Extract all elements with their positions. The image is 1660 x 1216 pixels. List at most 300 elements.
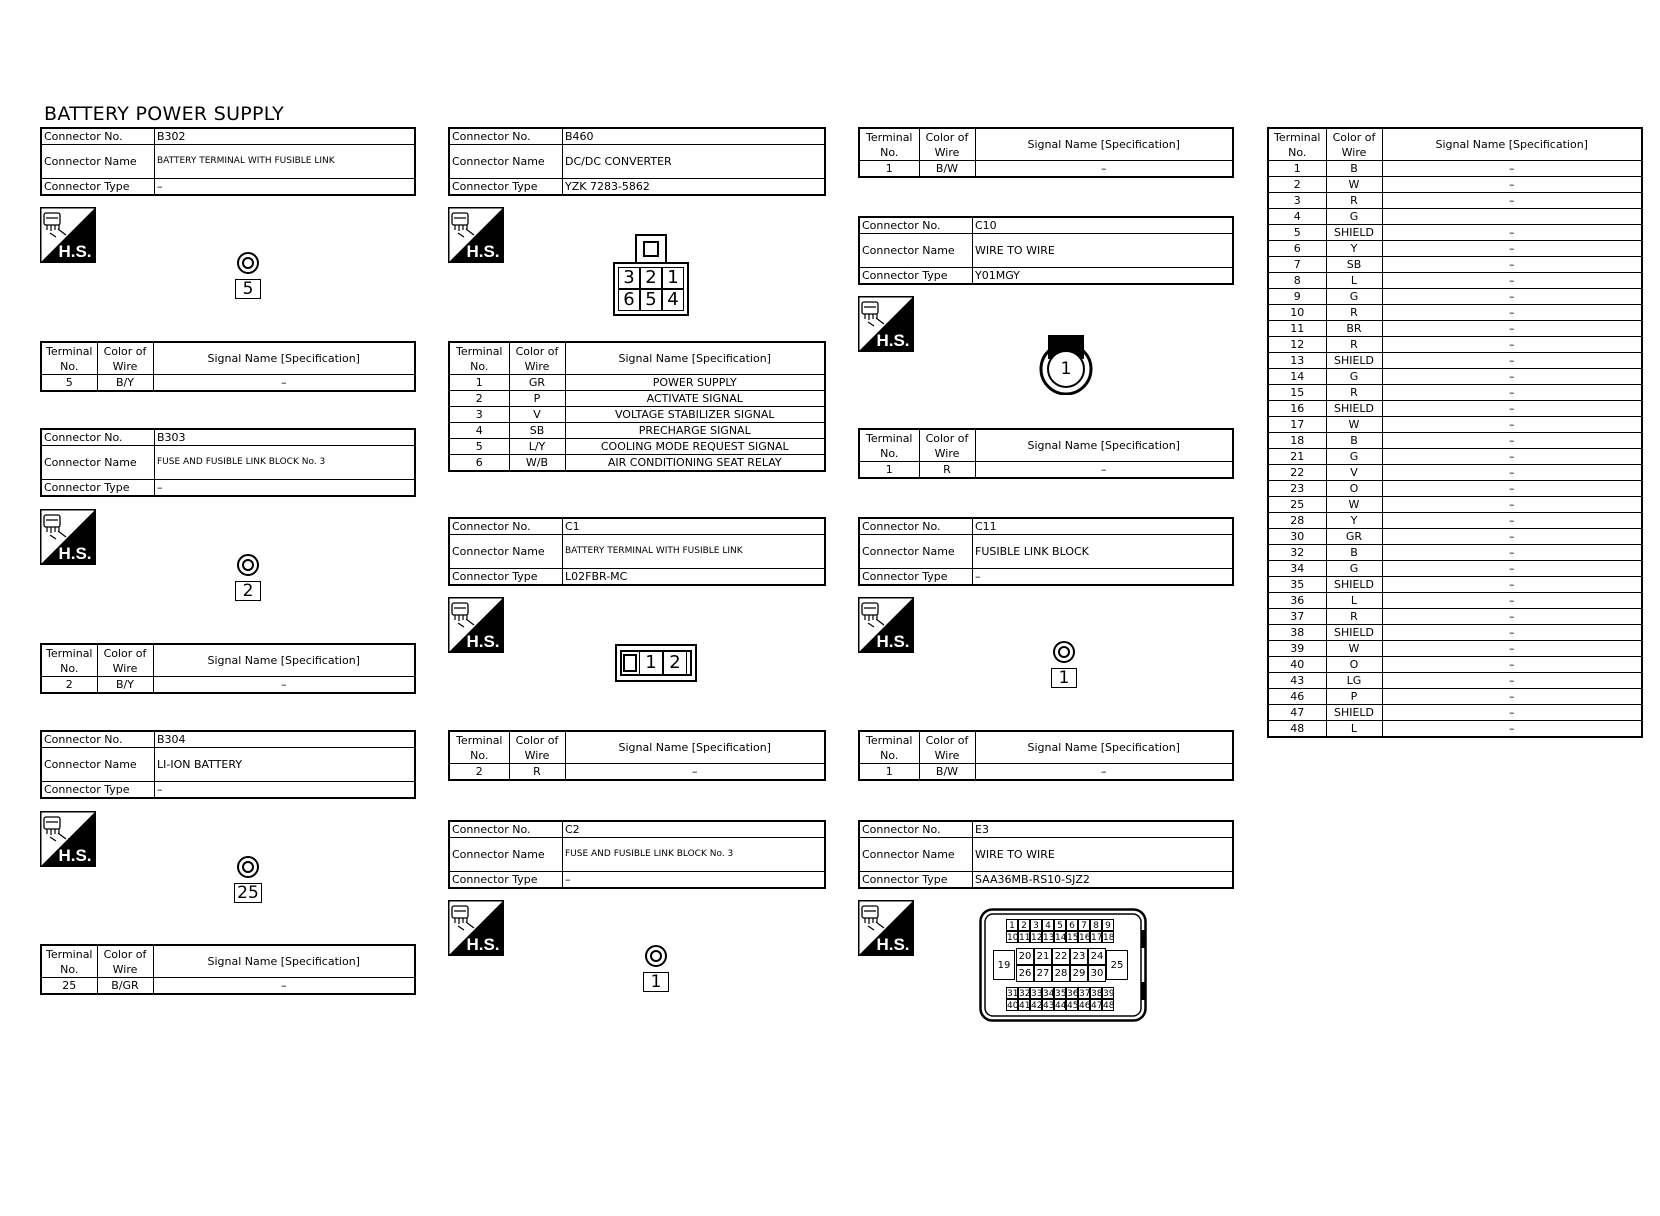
connector-type-label: Connector Type [41, 179, 155, 196]
pin-number: 5 [235, 279, 261, 299]
pin-cell: 31 [1007, 989, 1019, 999]
connector-name-label: Connector Name [41, 145, 155, 179]
connector-name-value: FUSIBLE LINK BLOCK [973, 535, 1234, 569]
table-row [1268, 241, 1642, 257]
signal-name-cell: – [565, 764, 825, 781]
wire-color-cell: SHIELD [1326, 401, 1382, 417]
signal-name-cell: – [1382, 401, 1642, 417]
pin-cell: 33 [1031, 989, 1043, 999]
terminal-no-cell: 5 [1268, 225, 1326, 241]
pin-cell: 10 [1007, 933, 1019, 943]
lock-tab-inner [643, 241, 659, 257]
wire-color-cell: B/Y [97, 375, 153, 392]
wire-color-cell: R [509, 764, 565, 781]
pin-cell: 14 [1055, 933, 1067, 943]
connector-info-C11 [858, 517, 1234, 586]
signal-name-header: Signal Name [Specification] [153, 644, 415, 677]
table-row [1268, 465, 1642, 481]
wire-color-cell: W [1326, 417, 1382, 433]
wire-color-cell: B/GR [97, 978, 153, 995]
pin-cell: 17 [1091, 933, 1103, 943]
hs-connector-icon-B460 [448, 207, 504, 263]
wire-color-cell: G [1326, 449, 1382, 465]
pin-cell: 29 [1070, 965, 1088, 982]
terminal-ring-icon [220, 855, 276, 879]
connector-info-E3 [858, 820, 1234, 889]
terminal-no-cell: 30 [1268, 529, 1326, 545]
terminal-no-cell: 1 [1268, 161, 1326, 177]
connector-name-label: Connector Name [859, 838, 973, 872]
hs-label: H.S. [876, 331, 910, 350]
signal-name-header: Signal Name [Specification] [565, 342, 825, 375]
terminal-no-cell: 38 [1268, 625, 1326, 641]
connector-name-value: LI-ION BATTERY [155, 748, 416, 782]
single-pin-connector-B304 [220, 855, 276, 903]
pin-cell: 8 [1090, 919, 1102, 931]
connector-type-label: Connector Type [859, 569, 973, 586]
connector-name-label: Connector Name [859, 234, 973, 268]
hs-label: H.S. [466, 632, 500, 651]
signal-name-cell: – [1382, 705, 1642, 721]
table-row [1268, 545, 1642, 561]
connector-name-value: FUSE AND FUSIBLE LINK BLOCK No. 3 [155, 446, 416, 480]
wire-color-header: Color of Wire [97, 945, 153, 978]
table-row [449, 407, 825, 423]
wire-color-cell: R [1326, 337, 1382, 353]
pin-cell: 36 [1067, 989, 1079, 999]
signal-name-cell: – [153, 677, 415, 694]
wire-color-cell: B/W [919, 161, 975, 178]
wire-color-header: Color of Wire [919, 429, 975, 462]
table-row [449, 439, 825, 455]
wire-color-cell: SHIELD [1326, 225, 1382, 241]
table-row [859, 462, 1233, 479]
connector-no-label: Connector No. [859, 217, 973, 234]
wire-color-cell: SHIELD [1326, 625, 1382, 641]
terminal-ring-icon [1036, 640, 1092, 664]
connector-key [623, 654, 637, 672]
terminal-table-C1 [448, 730, 826, 781]
terminal-no-header: Terminal No. [41, 945, 97, 978]
pin-cell: 3 [618, 267, 640, 289]
table-row [1268, 721, 1642, 738]
pin-cell: 28 [1052, 965, 1070, 982]
pin-cell: 3 [1030, 919, 1042, 931]
terminal-no-cell: 37 [1268, 609, 1326, 625]
wire-color-cell: B [1326, 433, 1382, 449]
table-row [1268, 609, 1642, 625]
connector-no-value: E3 [973, 821, 1234, 838]
table-row [1268, 289, 1642, 305]
pin-cell: 41 [1019, 1001, 1031, 1011]
wire-color-cell: R [1326, 609, 1382, 625]
pin-cell: 27 [1034, 965, 1052, 982]
signal-name-cell: – [1382, 577, 1642, 593]
wire-color-cell: Y [1326, 241, 1382, 257]
terminal-no-header: Terminal No. [449, 342, 509, 375]
hs-connector-icon-C2 [448, 900, 504, 956]
pin-cell: 1 [1006, 919, 1018, 931]
connector-info-B303 [40, 428, 416, 497]
signal-name-cell: – [1382, 481, 1642, 497]
pin-cell: 22 [1052, 948, 1070, 965]
terminal-no-cell: 3 [1268, 193, 1326, 209]
terminal-no-cell: 25 [1268, 497, 1326, 513]
pin-cell: 7 [1078, 919, 1090, 931]
table-row [1268, 385, 1642, 401]
pin-cell: 46 [1079, 1001, 1091, 1011]
wire-color-cell: R [1326, 305, 1382, 321]
signal-name-cell: – [1382, 433, 1642, 449]
pin-cell: 23 [1070, 948, 1088, 965]
wire-color-cell: R [1326, 385, 1382, 401]
terminal-no-cell: 2 [449, 391, 509, 407]
signal-name-cell: – [1382, 545, 1642, 561]
table-row [1268, 353, 1642, 369]
connector-type-label: Connector Type [859, 268, 973, 285]
hs-connector-icon-B302 [40, 207, 96, 263]
terminal-no-cell: 13 [1268, 353, 1326, 369]
wire-color-header: Color of Wire [509, 731, 565, 764]
signal-name-cell: – [153, 375, 415, 392]
signal-name-header: Signal Name [Specification] [975, 128, 1233, 161]
connector-no-label: Connector No. [449, 821, 563, 838]
connector-no-value: B460 [563, 128, 826, 145]
connector-name-value: WIRE TO WIRE [973, 838, 1234, 872]
pin-cell: 1 [662, 267, 684, 289]
signal-name-cell: – [975, 764, 1233, 781]
connector-no-label: Connector No. [41, 731, 155, 748]
wire-color-cell: SB [1326, 257, 1382, 273]
wire-color-cell: B/W [919, 764, 975, 781]
table-row [1268, 369, 1642, 385]
terminal-table-C10 [858, 428, 1234, 479]
terminal-no-cell: 2 [41, 677, 97, 694]
terminal-no-cell: 34 [1268, 561, 1326, 577]
table-row [1268, 577, 1642, 593]
terminal-no-header: Terminal No. [859, 429, 919, 462]
connector-info-B302 [40, 127, 416, 196]
wire-color-cell: P [1326, 689, 1382, 705]
pin-cell: 42 [1031, 1001, 1043, 1011]
wire-color-header: Color of Wire [97, 644, 153, 677]
terminal-no-cell: 28 [1268, 513, 1326, 529]
wire-color-cell: W [1326, 641, 1382, 657]
signal-name-cell: – [1382, 529, 1642, 545]
signal-name-header: Signal Name [Specification] [153, 945, 415, 978]
wire-color-cell: R [919, 462, 975, 479]
terminal-no-cell: 21 [1268, 449, 1326, 465]
pin-cell: 39 [1103, 989, 1115, 999]
terminal-no-cell: 2 [1268, 177, 1326, 193]
table-row [1268, 513, 1642, 529]
connector-type-value: L02FBR-MC [563, 569, 826, 586]
terminal-no-cell: 39 [1268, 641, 1326, 657]
wire-color-cell: LG [1326, 673, 1382, 689]
terminal-no-header: Terminal No. [859, 731, 919, 764]
table-row [449, 455, 825, 472]
connector-type-value: Y01MGY [973, 268, 1234, 285]
terminal-no-cell: 6 [449, 455, 509, 472]
signal-name-cell: POWER SUPPLY [565, 375, 825, 391]
terminal-no-cell: 18 [1268, 433, 1326, 449]
hs-label: H.S. [58, 846, 92, 865]
hs-label: H.S. [466, 935, 500, 954]
table-row [1268, 641, 1642, 657]
pin-number: 2 [235, 581, 261, 601]
hs-label: H.S. [58, 544, 92, 563]
signal-name-cell: – [1382, 385, 1642, 401]
terminal-ring-icon [220, 251, 276, 275]
terminal-table-C11 [858, 730, 1234, 781]
hs-connector-icon-C10 [858, 296, 914, 352]
table-row [1268, 305, 1642, 321]
table-row [1268, 209, 1642, 225]
table-row [449, 391, 825, 407]
pin-cell: 20 [1016, 948, 1034, 965]
single-pin-connector-C2 [628, 944, 684, 992]
signal-name-cell: – [1382, 449, 1642, 465]
pin-cell: 5 [1054, 919, 1066, 931]
signal-name-cell: – [1382, 497, 1642, 513]
terminal-no-cell: 16 [1268, 401, 1326, 417]
terminal-no-cell: 14 [1268, 369, 1326, 385]
pin-cell: 2 [1018, 919, 1030, 931]
single-pin-connector-B302 [220, 251, 276, 299]
signal-name-cell: – [1382, 625, 1642, 641]
table-row [859, 161, 1233, 178]
terminal-no-cell: 47 [1268, 705, 1326, 721]
pin-cell: 2 [663, 651, 687, 675]
terminal-no-cell: 48 [1268, 721, 1326, 738]
pin-cell: 16 [1079, 933, 1091, 943]
terminal-table-B304 [40, 944, 416, 995]
pin-cell-side: 19 [993, 950, 1015, 980]
connector-type-label: Connector Type [449, 569, 563, 586]
wire-color-cell: W/B [509, 455, 565, 472]
connector-type-label: Connector Type [41, 480, 155, 497]
pin-cell: 34 [1043, 989, 1055, 999]
terminal-no-cell: 25 [41, 978, 97, 995]
pin-cell: 13 [1043, 933, 1055, 943]
wire-color-cell: L [1326, 721, 1382, 738]
pin-cell: 24 [1088, 948, 1106, 965]
signal-name-cell: – [1382, 513, 1642, 529]
table-row [449, 375, 825, 391]
connector-name-label: Connector Name [449, 145, 563, 179]
connector-info-B460 [448, 127, 826, 196]
hs-connector-icon-B303 [40, 509, 96, 565]
terminal-table-B460 [448, 341, 826, 472]
wire-color-cell: SHIELD [1326, 577, 1382, 593]
connector-name-value: BATTERY TERMINAL WITH FUSIBLE LINK [563, 535, 826, 569]
table-row [1268, 177, 1642, 193]
pin-cell: 9 [1102, 919, 1114, 931]
pin-cell: 48 [1103, 1001, 1115, 1011]
signal-name-cell: – [975, 161, 1233, 178]
pin-cell: 37 [1079, 989, 1091, 999]
signal-name-cell: – [1382, 321, 1642, 337]
wire-color-cell: V [509, 407, 565, 423]
wire-color-cell: GR [1326, 529, 1382, 545]
signal-name-cell: – [975, 462, 1233, 479]
single-pin-connector-C11 [1036, 640, 1092, 688]
pin-cell: 30 [1088, 965, 1106, 982]
table-row [1268, 257, 1642, 273]
wire-color-cell: V [1326, 465, 1382, 481]
table-row [859, 764, 1233, 781]
connector-info-C1 [448, 517, 826, 586]
signal-name-cell: – [1382, 337, 1642, 353]
terminal-no-header: Terminal No. [1268, 128, 1326, 161]
wire-color-cell: B/Y [97, 677, 153, 694]
terminal-no-cell: 23 [1268, 481, 1326, 497]
pin-cell: 4 [1042, 919, 1054, 931]
pin-number: 1 [1060, 359, 1072, 379]
connector-type-label: Connector Type [449, 179, 563, 196]
pin-cell: 4 [662, 289, 684, 311]
table-row [1268, 225, 1642, 241]
terminal-no-cell: 32 [1268, 545, 1326, 561]
wire-color-cell: W [1326, 497, 1382, 513]
terminal-no-cell: 10 [1268, 305, 1326, 321]
signal-name-cell: – [1382, 561, 1642, 577]
terminal-no-header: Terminal No. [859, 128, 919, 161]
table-row [1268, 705, 1642, 721]
pin-cell: 5 [640, 289, 662, 311]
connector-no-value: C10 [973, 217, 1234, 234]
table-row [1268, 417, 1642, 433]
wire-color-cell: B [1326, 161, 1382, 177]
connector-name-label: Connector Name [449, 838, 563, 872]
signal-name-cell: – [1382, 417, 1642, 433]
pin-cell: 6 [618, 289, 640, 311]
signal-name-cell: – [1382, 657, 1642, 673]
wire-color-header: Color of Wire [919, 731, 975, 764]
table-row [41, 677, 415, 694]
terminal-no-cell: 6 [1268, 241, 1326, 257]
wire-color-cell: G [1326, 369, 1382, 385]
table-row [1268, 561, 1642, 577]
pin-cell: 45 [1067, 1001, 1079, 1011]
table-row [1268, 433, 1642, 449]
signal-name-cell: AIR CONDITIONING SEAT RELAY [565, 455, 825, 472]
terminal-no-cell: 5 [41, 375, 97, 392]
terminal-no-cell: 17 [1268, 417, 1326, 433]
signal-name-cell: – [1382, 593, 1642, 609]
pin-cell: 12 [1031, 933, 1043, 943]
wire-color-header: Color of Wire [919, 128, 975, 161]
wire-color-cell: SHIELD [1326, 705, 1382, 721]
terminal-no-cell: 8 [1268, 273, 1326, 289]
table-row [1268, 401, 1642, 417]
table-row [1268, 193, 1642, 209]
wire-color-cell: L/Y [509, 439, 565, 455]
terminal-no-cell: 4 [449, 423, 509, 439]
terminal-no-cell: 4 [1268, 209, 1326, 225]
hs-label: H.S. [876, 935, 910, 954]
terminal-no-cell: 1 [449, 375, 509, 391]
wire-color-header: Color of Wire [97, 342, 153, 375]
connector-no-label: Connector No. [859, 518, 973, 535]
signal-name-cell: – [1382, 241, 1642, 257]
terminal-no-cell: 9 [1268, 289, 1326, 305]
terminal-no-cell: 1 [859, 764, 919, 781]
pin-cell: 26 [1016, 965, 1034, 982]
signal-name-cell: – [1382, 273, 1642, 289]
hs-label: H.S. [58, 242, 92, 261]
terminal-no-cell: 12 [1268, 337, 1326, 353]
wire-color-cell: W [1326, 177, 1382, 193]
pin-cell: 21 [1034, 948, 1052, 965]
hs-label: H.S. [876, 632, 910, 651]
connector-info-B304 [40, 730, 416, 799]
signal-name-header: Signal Name [Specification] [975, 731, 1233, 764]
connector-no-label: Connector No. [449, 128, 563, 145]
terminal-no-cell: 1 [859, 462, 919, 479]
hs-connector-icon-C1 [448, 597, 504, 653]
wire-color-cell: L [1326, 593, 1382, 609]
terminal-no-cell: 5 [449, 439, 509, 455]
terminal-no-cell: 46 [1268, 689, 1326, 705]
pin-cell: 44 [1055, 1001, 1067, 1011]
terminal-no-header: Terminal No. [41, 644, 97, 677]
hs-connector-icon-C11 [858, 597, 914, 653]
signal-name-cell: VOLTAGE STABILIZER SIGNAL [565, 407, 825, 423]
table-row [41, 978, 415, 995]
table-row [1268, 625, 1642, 641]
signal-name-cell: ACTIVATE SIGNAL [565, 391, 825, 407]
connector-no-value: B302 [155, 128, 416, 145]
hs-connector-icon-B304 [40, 811, 96, 867]
signal-name-header: Signal Name [Specification] [1382, 128, 1642, 161]
terminal-no-cell: 7 [1268, 257, 1326, 273]
pin-number: 1 [1051, 668, 1077, 688]
signal-name-cell: – [1382, 161, 1642, 177]
terminal-no-cell: 36 [1268, 593, 1326, 609]
table-row [41, 375, 415, 392]
terminal-no-header: Terminal No. [449, 731, 509, 764]
connector-type-value: – [155, 480, 416, 497]
wire-color-cell: O [1326, 657, 1382, 673]
connector-no-value: B303 [155, 429, 416, 446]
single-pin-connector-B303 [220, 553, 276, 601]
signal-name-cell: – [1382, 353, 1642, 369]
connector-name-value: BATTERY TERMINAL WITH FUSIBLE LINK [155, 145, 416, 179]
wire-color-header: Color of Wire [1326, 128, 1382, 161]
connector-type-value: YZK 7283-5862 [563, 179, 826, 196]
terminal-no-cell: 11 [1268, 321, 1326, 337]
signal-name-cell [1382, 209, 1642, 225]
signal-name-cell: PRECHARGE SIGNAL [565, 423, 825, 439]
wire-color-cell: L [1326, 273, 1382, 289]
table-row [1268, 657, 1642, 673]
terminal-ring-icon [220, 553, 276, 577]
signal-name-cell: – [1382, 369, 1642, 385]
pin-cell: 40 [1007, 1001, 1019, 1011]
terminal-no-cell: 15 [1268, 385, 1326, 401]
wire-color-cell: G [1326, 561, 1382, 577]
pin-cell: 43 [1043, 1001, 1055, 1011]
connector-type-value: – [973, 569, 1234, 586]
table-row [1268, 529, 1642, 545]
hs-connector-icon-E3 [858, 900, 914, 956]
wire-color-cell: B [1326, 545, 1382, 561]
signal-name-cell: – [1382, 465, 1642, 481]
connector-no-label: Connector No. [859, 821, 973, 838]
signal-name-header: Signal Name [Specification] [975, 429, 1233, 462]
table-row [1268, 337, 1642, 353]
